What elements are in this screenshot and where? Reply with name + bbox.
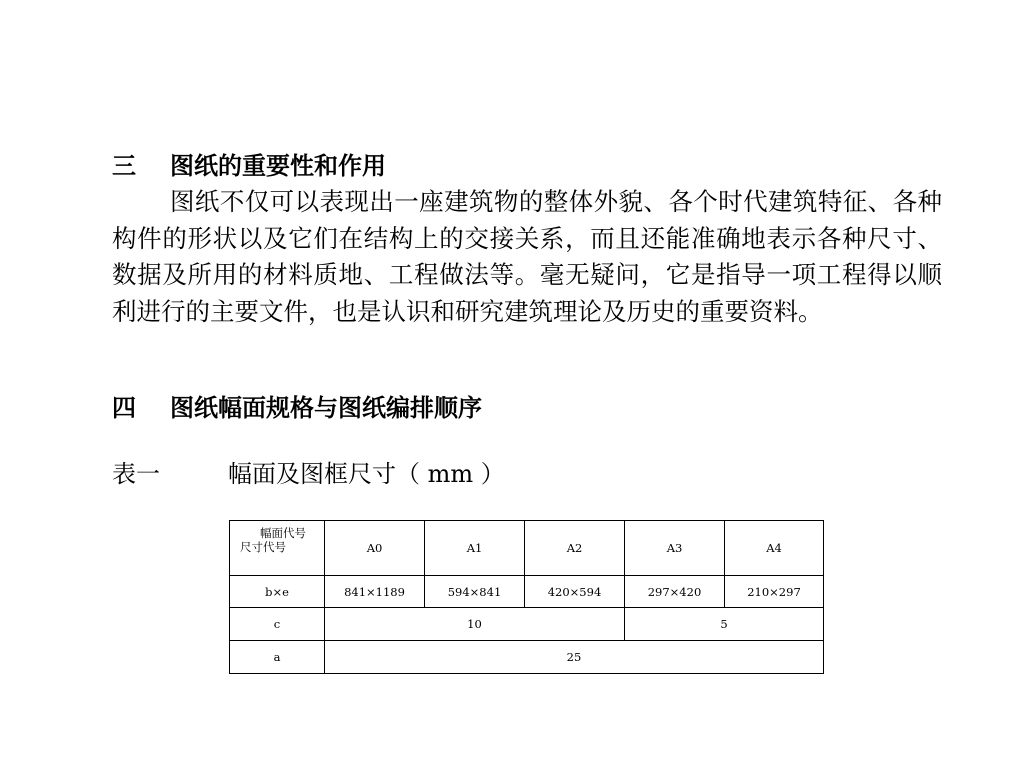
cell-bxe-a3: 297×420: [625, 576, 725, 608]
row-label-a: a: [230, 641, 325, 674]
row-label-bxe: b×e: [230, 576, 325, 608]
section-3-number: 三: [112, 152, 136, 180]
table-row: [230, 608, 824, 641]
table-caption: [112, 459, 505, 489]
cell-c-a0-a2: 10: [325, 608, 625, 641]
cell-bxe-a4: 210×297: [725, 576, 824, 608]
header-a4: A4: [725, 521, 824, 576]
header-a2: A2: [525, 521, 625, 576]
section-4-title: 图纸幅面规格与图纸编排顺序: [170, 394, 482, 422]
table-corner-cell: [230, 521, 325, 576]
cell-c-a3-a4: 5: [625, 608, 824, 641]
cell-a-all: 25: [325, 641, 824, 674]
header-a0: A0: [325, 521, 425, 576]
table-row: [230, 576, 824, 608]
paper-size-table: [229, 520, 824, 674]
header-a3: A3: [625, 521, 725, 576]
corner-label-size-code: 尺寸代号: [240, 540, 286, 554]
cell-bxe-a0: 841×1189: [325, 576, 425, 608]
cell-bxe-a1: 594×841: [425, 576, 525, 608]
section-3-heading: [112, 151, 386, 181]
table-caption-title: 幅面及图框尺寸（ mm ）: [228, 460, 505, 488]
row-label-c: c: [230, 608, 325, 641]
table-header-row: [230, 521, 824, 576]
section-4-number: 四: [112, 394, 136, 422]
cell-bxe-a2: 420×594: [525, 576, 625, 608]
section-3-paragraph: 图纸不仅可以表现出一座建筑物的整体外貌、各个时代建筑特征、各种构件的形状以及它们在结构上的交接关系，而且还能准确地表示各种尺寸、数据及所用的材料质地、工程做法等。毫无疑问，它是指导一项工程得以顺利进行的主要文件，也是认识和研究建筑理论及历史的重要资料。: [112, 187, 942, 326]
table-row: [230, 641, 824, 674]
section-4-heading: [112, 393, 482, 423]
corner-label-format-code: 幅面代号: [260, 526, 306, 540]
section-3-title: 图纸的重要性和作用: [170, 152, 386, 180]
table-caption-label: 表一: [112, 460, 160, 488]
header-a1: A1: [425, 521, 525, 576]
